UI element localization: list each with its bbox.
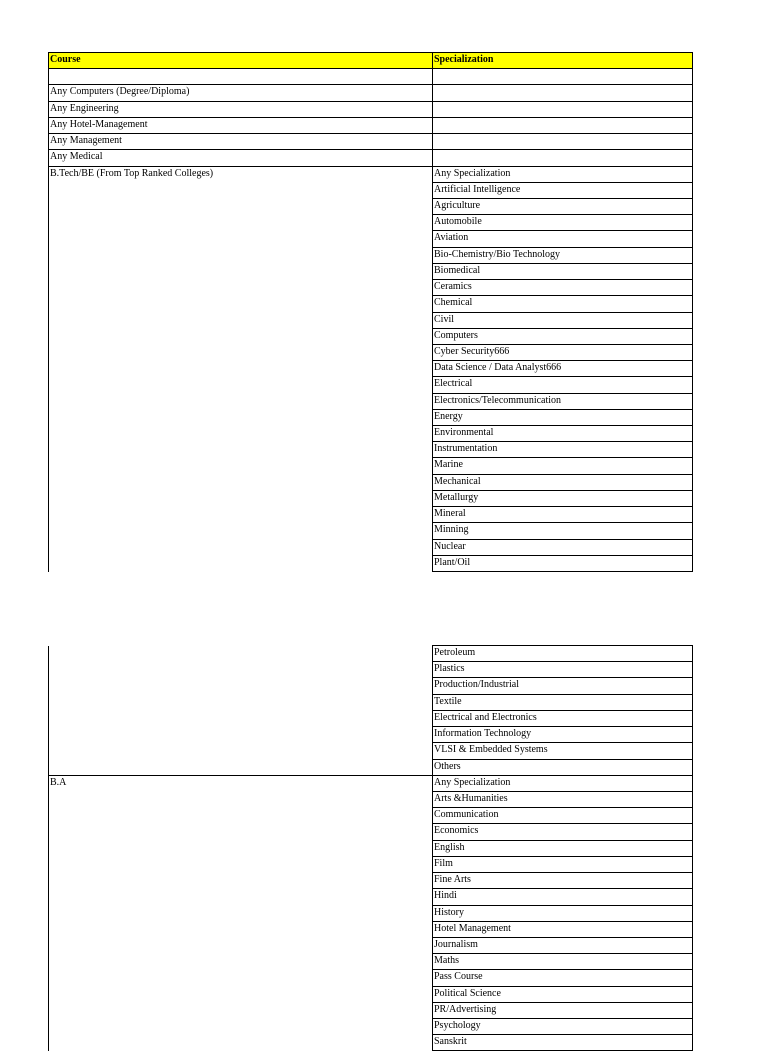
- course-cell: [49, 824, 433, 840]
- table-row: [49, 426, 693, 442]
- course-cell: [49, 409, 433, 425]
- specialization-cell: Minning: [433, 523, 693, 539]
- course-cell: [49, 426, 433, 442]
- specialization-cell: Environmental: [433, 426, 693, 442]
- table-row: [49, 808, 693, 824]
- header-row: [49, 53, 693, 69]
- specialization-cell: Bio-Chemistry/Bio Technology: [433, 247, 693, 263]
- blank-row: [49, 69, 693, 85]
- course-cell: [49, 458, 433, 474]
- table-row: [49, 312, 693, 328]
- specialization-cell: PR/Advertising: [433, 1002, 693, 1018]
- course-cell: [49, 312, 433, 328]
- course-cell: [49, 280, 433, 296]
- course-cell: [49, 555, 433, 571]
- table-row: [49, 523, 693, 539]
- specialization-cell: Plant/Oil: [433, 555, 693, 571]
- specialization-cell: [433, 85, 693, 101]
- course-cell: [49, 694, 433, 710]
- specialization-cell: Ceramics: [433, 280, 693, 296]
- specialization-cell: Film: [433, 856, 693, 872]
- course-cell: Any Computers (Degree/Diploma): [49, 85, 433, 101]
- course-cell: [49, 215, 433, 231]
- table-row: [49, 474, 693, 490]
- course-cell: [49, 442, 433, 458]
- course-cell: [49, 296, 433, 312]
- course-cell: Any Hotel-Management: [49, 117, 433, 133]
- specialization-cell: Arts &Humanities: [433, 791, 693, 807]
- specialization-cell: Cyber Security666: [433, 344, 693, 360]
- table-row: [49, 150, 693, 166]
- table-row: [49, 198, 693, 214]
- course-cell: [49, 507, 433, 523]
- spreadsheet-page-2: [48, 645, 693, 1051]
- course-cell: [49, 344, 433, 360]
- specialization-header: Specialization: [433, 53, 693, 69]
- table-row: [49, 759, 693, 775]
- course-specialization-table: [48, 52, 693, 572]
- specialization-cell: Civil: [433, 312, 693, 328]
- specialization-cell: Instrumentation: [433, 442, 693, 458]
- table-row: [49, 328, 693, 344]
- specialization-cell: Fine Arts: [433, 873, 693, 889]
- specialization-cell: Mineral: [433, 507, 693, 523]
- specialization-cell: Automobile: [433, 215, 693, 231]
- course-cell: [49, 954, 433, 970]
- specialization-cell: Sanskrit: [433, 1035, 693, 1051]
- table-row: [49, 361, 693, 377]
- specialization-cell: Energy: [433, 409, 693, 425]
- course-cell: [49, 539, 433, 555]
- specialization-cell: Chemical: [433, 296, 693, 312]
- table-row: [49, 507, 693, 523]
- specialization-cell: [433, 150, 693, 166]
- course-header: Course: [49, 53, 433, 69]
- specialization-cell: Electronics/Telecommunication: [433, 393, 693, 409]
- table-row: [49, 296, 693, 312]
- specialization-cell: Metallurgy: [433, 490, 693, 506]
- specialization-cell: [433, 134, 693, 150]
- table-row: [49, 555, 693, 571]
- course-cell: [49, 377, 433, 393]
- table-row: [49, 662, 693, 678]
- table-row: [49, 937, 693, 953]
- table-row: [49, 840, 693, 856]
- course-cell: [49, 393, 433, 409]
- specialization-cell: Information Technology: [433, 727, 693, 743]
- table-row: [49, 1019, 693, 1035]
- course-cell: [49, 1019, 433, 1035]
- table-row: [49, 231, 693, 247]
- course-cell: [49, 808, 433, 824]
- table-row: [49, 986, 693, 1002]
- table-row: [49, 873, 693, 889]
- course-cell: [49, 905, 433, 921]
- table-row: [49, 134, 693, 150]
- table-row: [49, 280, 693, 296]
- table-row: [49, 85, 693, 101]
- specialization-cell: Psychology: [433, 1019, 693, 1035]
- specialization-cell: Nuclear: [433, 539, 693, 555]
- table-row: [49, 215, 693, 231]
- table-row: [49, 970, 693, 986]
- table-row: [49, 182, 693, 198]
- specialization-cell: Pass Course: [433, 970, 693, 986]
- table-row: [49, 442, 693, 458]
- specialization-cell: Biomedical: [433, 263, 693, 279]
- table-row: [49, 694, 693, 710]
- table-row: [49, 117, 693, 133]
- course-cell: [49, 840, 433, 856]
- table-row: [49, 377, 693, 393]
- table-row: [49, 889, 693, 905]
- course-cell: [49, 1035, 433, 1051]
- course-cell: [49, 490, 433, 506]
- course-cell: [49, 646, 433, 662]
- course-cell: [49, 231, 433, 247]
- table-row: [49, 791, 693, 807]
- specialization-cell: Political Science: [433, 986, 693, 1002]
- course-cell: [49, 986, 433, 1002]
- course-cell: [49, 69, 433, 85]
- course-cell: [49, 791, 433, 807]
- course-cell: [49, 710, 433, 726]
- specialization-cell: Aviation: [433, 231, 693, 247]
- course-cell: [49, 970, 433, 986]
- table-row: [49, 727, 693, 743]
- course-cell: [49, 474, 433, 490]
- table-row: [49, 1002, 693, 1018]
- course-cell: Any Management: [49, 134, 433, 150]
- specialization-cell: Computers: [433, 328, 693, 344]
- course-cell: Any Engineering: [49, 101, 433, 117]
- course-cell: [49, 873, 433, 889]
- specialization-cell: Any Specialization: [433, 775, 693, 791]
- course-cell: [49, 523, 433, 539]
- table-row: [49, 490, 693, 506]
- spreadsheet-page-1: [48, 52, 693, 572]
- course-cell: [49, 759, 433, 775]
- table-row: [49, 905, 693, 921]
- course-cell: [49, 328, 433, 344]
- course-cell: [49, 247, 433, 263]
- specialization-cell: [433, 117, 693, 133]
- course-cell: [49, 361, 433, 377]
- table-row: [49, 458, 693, 474]
- specialization-cell: Electrical and Electronics: [433, 710, 693, 726]
- specialization-cell: [433, 101, 693, 117]
- table-row: [49, 344, 693, 360]
- course-cell: [49, 678, 433, 694]
- specialization-cell: Communication: [433, 808, 693, 824]
- specialization-cell: Maths: [433, 954, 693, 970]
- course-cell: [49, 662, 433, 678]
- specialization-cell: Textile: [433, 694, 693, 710]
- specialization-cell: Petroleum: [433, 646, 693, 662]
- course-cell: [49, 743, 433, 759]
- specialization-cell: Journalism: [433, 937, 693, 953]
- table-row: [49, 824, 693, 840]
- course-specialization-table-continued: [48, 645, 693, 1051]
- specialization-cell: Data Science / Data Analyst666: [433, 361, 693, 377]
- course-cell: [49, 182, 433, 198]
- table-row: [49, 101, 693, 117]
- specialization-cell: Artificial Intelligence: [433, 182, 693, 198]
- course-cell: Any Medical: [49, 150, 433, 166]
- table-row: [49, 954, 693, 970]
- table-row: [49, 409, 693, 425]
- table-row: [49, 856, 693, 872]
- course-cell: B.Tech/BE (From Top Ranked Colleges): [49, 166, 433, 182]
- specialization-cell: English: [433, 840, 693, 856]
- table-row: [49, 678, 693, 694]
- course-cell: [49, 937, 433, 953]
- table-row: [49, 775, 693, 791]
- specialization-cell: Electrical: [433, 377, 693, 393]
- table-row: [49, 921, 693, 937]
- table-row: [49, 646, 693, 662]
- specialization-cell: Plastics: [433, 662, 693, 678]
- specialization-cell: [433, 69, 693, 85]
- specialization-cell: VLSI & Embedded Systems: [433, 743, 693, 759]
- course-cell: [49, 727, 433, 743]
- table-row: [49, 263, 693, 279]
- course-cell: [49, 889, 433, 905]
- specialization-cell: Any Specialization: [433, 166, 693, 182]
- specialization-cell: Production/Industrial: [433, 678, 693, 694]
- table-row: [49, 710, 693, 726]
- specialization-cell: Mechanical: [433, 474, 693, 490]
- course-cell: B.A: [49, 775, 433, 791]
- table-row: [49, 1035, 693, 1051]
- specialization-cell: Others: [433, 759, 693, 775]
- table-row: [49, 247, 693, 263]
- specialization-cell: Hotel Management: [433, 921, 693, 937]
- table-row: [49, 166, 693, 182]
- course-cell: [49, 856, 433, 872]
- specialization-cell: Economics: [433, 824, 693, 840]
- table-row: [49, 393, 693, 409]
- table-row: [49, 539, 693, 555]
- specialization-cell: Marine: [433, 458, 693, 474]
- specialization-cell: Hindi: [433, 889, 693, 905]
- specialization-cell: History: [433, 905, 693, 921]
- course-cell: [49, 198, 433, 214]
- specialization-cell: Agriculture: [433, 198, 693, 214]
- table-row: [49, 743, 693, 759]
- course-cell: [49, 1002, 433, 1018]
- course-cell: [49, 263, 433, 279]
- course-cell: [49, 921, 433, 937]
